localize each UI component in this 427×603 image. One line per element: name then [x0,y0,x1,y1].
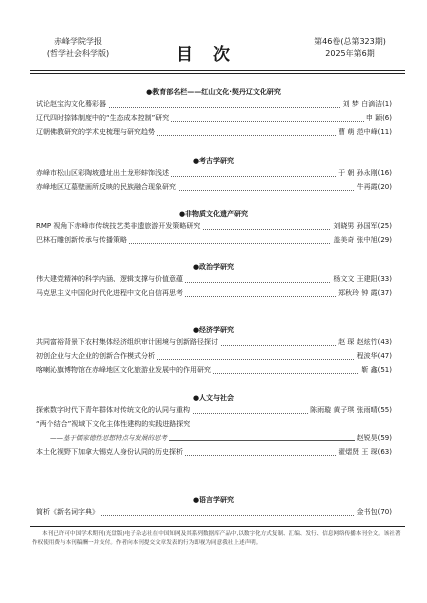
toc-entry[interactable] [36,337,392,348]
section-heading: ●教育部名栏——红山文化·契丹辽文化研究 [146,88,281,96]
toc-entry[interactable] [36,365,392,376]
entry-title: “两个结合”视域下文化主体性建构的实践进路探究 [36,420,191,428]
entry-page: (59) [377,434,392,442]
volume-label: 第46卷(总第323期) [314,37,386,46]
toc-entry[interactable] [36,235,392,246]
entry-title: 喀喇沁旗博物馆在赤峰地区文化旅游业发展中的作用研究 [36,366,211,374]
toc-entry[interactable] [36,433,392,444]
entry-title: 初创企业与大企业的创新合作模式分析 [36,352,155,360]
entry-title: 简析《新名词字典》 [36,508,99,516]
toc-entry[interactable] [36,351,392,362]
toc-entry[interactable] [36,288,392,299]
entry-authors-page [355,182,392,193]
toc-entry[interactable] [36,113,392,124]
entry-page: (51) [377,366,392,374]
entry-authors: 金书包 [356,508,378,516]
entry-authors: 程波华 [356,352,378,360]
section-heading: ●人文与社会 [192,394,235,402]
entry-authors: 曹 萌 范中峰 [338,128,378,136]
header-rule [30,70,405,71]
entry-subtitle: ——基于儒家德性思想特点与发展的思考 [50,434,167,442]
entry-authors: 刘晓男 孙国军 [333,222,378,230]
entry-page: (25) [377,222,392,230]
entry-page: (70) [377,508,392,516]
journal-edition: (哲学社会科学版) [46,49,110,58]
entry-authors-page [359,365,392,376]
entry-title: 共同富裕背景下农村集体经济组织审计困境与创新路径探讨 [36,338,218,346]
entry-title: 探索数字时代下青年群体对传统文化的认同与重构 [36,406,190,414]
toc-entry[interactable] [36,419,392,430]
page-title: 目次 [176,45,250,65]
entry-page: (63) [377,448,392,456]
entry-authors-page [336,447,392,458]
entry-title: 赤峰市松山区彩陶坡遗址出土龙形蚌饰浅述 [36,169,169,177]
issue-info-block [295,36,405,60]
entry-page: (11) [377,128,392,136]
header-rule-thin [30,73,405,74]
entry-authors: 于 朝 孙永刚 [338,169,378,177]
entry-authors: 郑秋玲 钟 霞 [338,289,378,297]
issue-label: 2025年第6期 [325,49,375,58]
entry-authors-page [336,288,392,299]
entry-title: 试论赵宝沟文化蓦彩器 [36,100,106,108]
entry-page: (6) [382,114,392,122]
entry-title: 赤峰地区辽墓壁画所反映的民族融合现象研究 [36,183,176,191]
entry-page: (29) [377,236,392,244]
entry-title: 辽朝佛教研究的学术史梳理与研究趋势 [36,128,155,136]
entry-title: 辽代四时捺钵制度中的“生态成本控制”研究 [36,114,170,122]
entry-authors-page [364,113,392,124]
entry-page: (1) [382,100,392,108]
toc-entry[interactable] [36,127,392,138]
entry-page: (37) [377,289,392,297]
entry-authors: 赵锐昊 [356,434,378,442]
toc-entry[interactable] [36,507,392,518]
entry-authors-page [355,507,392,518]
entry-page: (20) [377,183,392,191]
entry-authors: 杨文文 王建阳 [333,275,378,283]
entry-authors-page [308,405,392,416]
journal-name: 赤峰学院学报 [54,37,102,46]
toc-entry[interactable] [36,168,392,179]
entry-authors: 刘 梦 白滴洁 [342,100,383,108]
entry-authors: 牛再霞 [356,183,378,191]
toc-entry[interactable] [36,99,392,110]
entry-authors-page [336,168,392,179]
entry-page: (33) [377,275,392,283]
entry-page: (47) [377,352,392,360]
entry-title: 马克思主义中国化时代化进程中文化自信再思考 [36,289,183,297]
entry-authors: 盖美奇 张中旭 [333,236,378,244]
entry-title: 伟大建党精神的科学内涵、逻辑支撑与价值意蕴 [36,275,183,283]
entry-authors-page [336,127,392,138]
entry-authors: 翟熠贤 王 琛 [338,448,378,456]
entry-authors-page [331,274,392,285]
toc-entry[interactable] [36,182,392,193]
entry-authors: 靳 鑫 [361,366,378,374]
entry-authors: 陈雨璇 黄子琪 张雨晴 [310,406,378,414]
section-heading: ●考古学研究 [192,157,235,165]
entry-title: 巴林石雕创新传承与传播策略 [36,236,127,244]
section-heading: ●政治学研究 [192,263,235,271]
copyright-notice: 本刊已许可中国学术期刊(光盘版)电子杂志社在中国知网及其系列数据库产品中,以数字化方式复制、汇编、发行、信息网络传播本刊全文。该社著作权使用费与本刊稿酬一并支付。作者向本刊提交文章发表的行为即视为同意我社上述声明。 [32,531,401,546]
journal-name-block [32,36,124,60]
journal-header [0,0,427,84]
section-heading: ●经济学研究 [192,326,235,334]
toc-entry[interactable] [36,274,392,285]
toc-entry[interactable] [36,221,392,232]
entry-authors-page [355,351,392,362]
entry-authors: 赵 琛 赵炫竹 [338,338,378,346]
entry-title: 本土化视野下加拿大锡克人身份认同的历史探析 [36,448,183,456]
section-heading: ●非物质文化遗产研究 [178,210,249,218]
toc-entry[interactable] [36,405,392,416]
entry-authors-page [341,99,392,110]
entry-authors-page [331,235,392,246]
entry-authors-page [331,221,392,232]
footer-rule [30,526,405,527]
toc-entry[interactable] [36,447,392,458]
entry-authors-page [336,337,392,348]
entry-authors: 申 颖 [365,114,383,122]
entry-page: (55) [377,406,392,414]
entry-title: RMP 视角下赤峰市传统技艺类非遗旅游开发策略研究 [36,222,201,230]
entry-page: (43) [377,338,392,346]
entry-page: (16) [377,169,392,177]
entry-authors-page [355,433,392,444]
section-heading: ●语言学研究 [192,496,235,504]
